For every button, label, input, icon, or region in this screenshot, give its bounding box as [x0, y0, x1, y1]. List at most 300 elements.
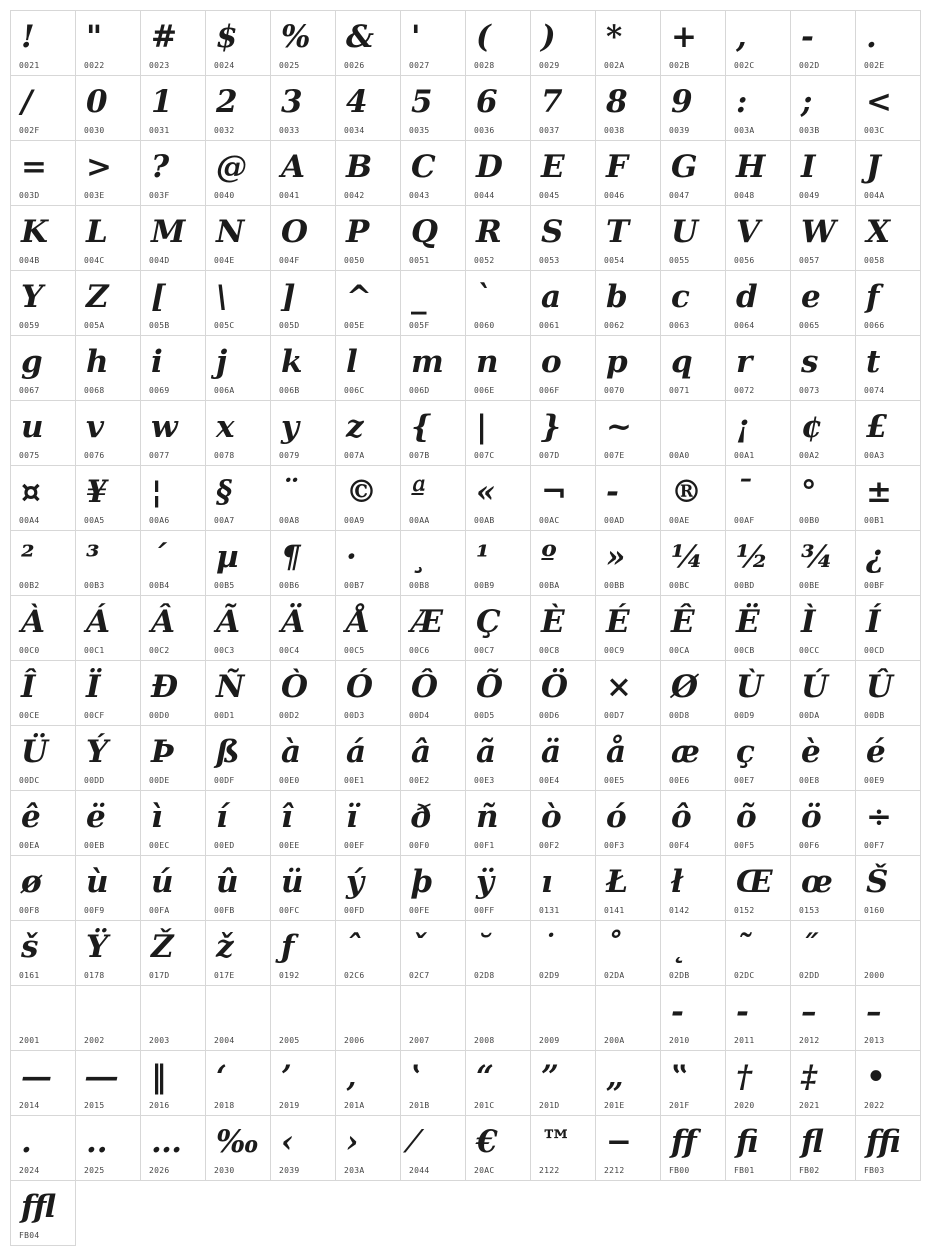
glyph-code: 00D1: [214, 711, 235, 720]
glyph-code: 00E5: [604, 776, 625, 785]
glyph-cell: [10, 855, 76, 921]
glyph-cell: [270, 530, 336, 596]
glyph-cell: [205, 725, 271, 791]
glyph-code: 00CC: [799, 646, 820, 655]
glyph-cell: [75, 1115, 141, 1181]
glyph-cell: [790, 10, 856, 76]
glyph-cell: [270, 270, 336, 336]
glyph-code: 006F: [539, 386, 560, 395]
glyph-code: 007E: [604, 451, 625, 460]
glyph-code: 0178: [84, 971, 105, 980]
glyph-char: ê: [21, 799, 41, 835]
glyph-cell: [530, 400, 596, 466]
glyph-code: 00DA: [799, 711, 820, 720]
glyph-code: 00AB: [474, 516, 495, 525]
glyph-cell: [855, 985, 921, 1051]
glyph-code: 00D4: [409, 711, 430, 720]
glyph-cell: [465, 140, 531, 206]
glyph-code: 2009: [539, 1036, 560, 1045]
glyph-code: 00F6: [799, 841, 820, 850]
glyph-code: 00C6: [409, 646, 430, 655]
glyph-code: 0063: [669, 321, 690, 330]
glyph-cell: [335, 920, 401, 986]
glyph-code: 0039: [669, 126, 690, 135]
glyph-char: „: [606, 1059, 624, 1095]
glyph-code: 00A0: [669, 451, 690, 460]
glyph-cell: [140, 985, 206, 1051]
glyph-char: &: [346, 19, 374, 55]
glyph-code: 002F: [19, 126, 40, 135]
glyph-char: =: [21, 149, 47, 185]
glyph-char: c: [671, 279, 690, 315]
glyph-char: ù: [86, 864, 109, 900]
glyph-cell: [400, 920, 466, 986]
glyph-cell: [205, 530, 271, 596]
glyph-cell: [855, 465, 921, 531]
glyph-cell: [790, 1115, 856, 1181]
glyph-char: ·: [346, 539, 357, 575]
glyph-code: FB03: [864, 1166, 885, 1175]
glyph-code: 00FD: [344, 906, 365, 915]
glyph-cell: [140, 400, 206, 466]
glyph-char: \: [216, 279, 228, 315]
glyph-code: 00AE: [669, 516, 690, 525]
glyph-code: 0153: [799, 906, 820, 915]
glyph-code: 00EB: [84, 841, 105, 850]
glyph-code: 00F8: [19, 906, 40, 915]
glyph-cell: [855, 530, 921, 596]
glyph-cell: [75, 335, 141, 401]
glyph-cell: [270, 1050, 336, 1116]
glyph-cell: [465, 725, 531, 791]
glyph-code: 02C7: [409, 971, 430, 980]
glyph-cell: [595, 985, 661, 1051]
glyph-cell: [465, 790, 531, 856]
glyph-char: ˆ: [346, 929, 362, 965]
glyph-char: ¿: [866, 539, 885, 575]
glyph-cell: [75, 205, 141, 271]
glyph-code: 005E: [344, 321, 365, 330]
glyph-code: 00BD: [734, 581, 755, 590]
glyph-char: E: [541, 149, 565, 185]
glyph-cell: [530, 140, 596, 206]
glyph-code: 00AA: [409, 516, 430, 525]
glyph-cell: [530, 530, 596, 596]
glyph-code: 2005: [279, 1036, 300, 1045]
glyph-cell: [465, 335, 531, 401]
glyph-code: 006B: [279, 386, 300, 395]
glyph-char: Å: [346, 604, 371, 640]
glyph-code: 00DC: [19, 776, 40, 785]
glyph-cell: [465, 855, 531, 921]
glyph-char: ~: [606, 409, 632, 445]
glyph-code: 00A9: [344, 516, 365, 525]
glyph-cell: [400, 530, 466, 596]
glyph-cell: [140, 75, 206, 141]
glyph-cell: [400, 205, 466, 271]
glyph-code: 2003: [149, 1036, 170, 1045]
glyph-code: 0030: [84, 126, 105, 135]
glyph-cell: [205, 985, 271, 1051]
glyph-cell: [75, 10, 141, 76]
glyph-cell: [595, 790, 661, 856]
glyph-char: ¨: [281, 474, 297, 510]
glyph-char: ‘: [216, 1059, 227, 1095]
glyph-code: 003D: [19, 191, 40, 200]
glyph-code: 006E: [474, 386, 495, 395]
glyph-code: 0031: [149, 126, 170, 135]
glyph-cell: [790, 400, 856, 466]
glyph-char: −: [606, 1124, 632, 1160]
glyph-char: ¹: [476, 539, 490, 575]
glyph-code: 00B8: [409, 581, 430, 590]
glyph-code: FB00: [669, 1166, 690, 1175]
glyph-cell: [205, 335, 271, 401]
glyph-cell: [595, 920, 661, 986]
glyph-char: -: [801, 19, 814, 55]
glyph-char: l: [346, 344, 358, 380]
glyph-char: ,: [736, 19, 747, 55]
glyph-code: 004E: [214, 256, 235, 265]
glyph-char: %: [281, 19, 311, 55]
glyph-cell: [10, 1180, 76, 1246]
glyph-char: ˜: [736, 929, 752, 965]
glyph-code: 00D2: [279, 711, 300, 720]
glyph-code: 2018: [214, 1101, 235, 1110]
glyph-code: 2002: [84, 1036, 105, 1045]
glyph-cell: [140, 855, 206, 921]
glyph-cell: [335, 140, 401, 206]
glyph-char: M: [151, 214, 186, 250]
glyph-cell: [10, 530, 76, 596]
glyph-code: 0067: [19, 386, 40, 395]
glyph-code: 00CF: [84, 711, 105, 720]
glyph-char: K: [21, 214, 48, 250]
glyph-cell: [75, 595, 141, 661]
glyph-code: 007D: [539, 451, 560, 460]
glyph-char: ?: [151, 149, 170, 185]
glyph-char: r: [736, 344, 753, 380]
glyph-cell: [270, 725, 336, 791]
glyph-cell: [465, 205, 531, 271]
glyph-code: 2015: [84, 1101, 105, 1110]
glyph-char: ö: [801, 799, 822, 835]
glyph-char: s: [801, 344, 819, 380]
glyph-code: FB01: [734, 1166, 755, 1175]
glyph-char: -: [671, 994, 684, 1030]
glyph-cell: [790, 595, 856, 661]
glyph-cell: [725, 855, 791, 921]
glyph-char: ı: [541, 864, 553, 900]
glyph-code: 00A1: [734, 451, 755, 460]
glyph-char: ð: [411, 799, 432, 835]
glyph-code: 017D: [149, 971, 170, 980]
glyph-cell: [270, 465, 336, 531]
glyph-cell: [660, 140, 726, 206]
glyph-code: 004B: [19, 256, 40, 265]
glyph-cell: [205, 1115, 271, 1181]
glyph-cell: [140, 465, 206, 531]
glyph-char: .: [866, 19, 877, 55]
glyph-char: ;: [801, 84, 813, 120]
glyph-cell: [335, 790, 401, 856]
glyph-char: ¢: [801, 409, 823, 445]
glyph-char: w: [151, 409, 178, 445]
glyph-code: 2044: [409, 1166, 430, 1175]
glyph-cell: [725, 400, 791, 466]
glyph-code: 00FF: [474, 906, 495, 915]
glyph-cell: [10, 1115, 76, 1181]
glyph-cell: [75, 75, 141, 141]
glyph-char: ‟: [671, 1059, 689, 1095]
glyph-char: ©: [346, 474, 377, 510]
glyph-cell: [140, 205, 206, 271]
glyph-code: 02DC: [734, 971, 755, 980]
glyph-code: 00A5: [84, 516, 105, 525]
glyph-code: 0072: [734, 386, 755, 395]
glyph-cell: [205, 1050, 271, 1116]
glyph-char: i: [151, 344, 163, 380]
glyph-char: …: [151, 1124, 182, 1160]
glyph-code: 00C4: [279, 646, 300, 655]
glyph-char: û: [216, 864, 239, 900]
glyph-char: Ï: [86, 669, 101, 705]
glyph-char: µ: [216, 539, 239, 575]
glyph-code: 00D9: [734, 711, 755, 720]
glyph-char: Ú: [801, 669, 829, 705]
glyph-char: #: [151, 19, 177, 55]
glyph-cell: [140, 660, 206, 726]
glyph-char: Ò: [281, 669, 309, 705]
glyph-char: 8: [606, 84, 628, 120]
glyph-code: 00A2: [799, 451, 820, 460]
glyph-char: •: [866, 1059, 886, 1095]
glyph-code: 0141: [604, 906, 625, 915]
glyph-char: I: [801, 149, 816, 185]
glyph-code: 0062: [604, 321, 625, 330]
glyph-char: ã: [476, 734, 497, 770]
glyph-char: ⁄: [411, 1124, 417, 1160]
glyph-char: 0: [86, 84, 108, 120]
glyph-code: 00A3: [864, 451, 885, 460]
glyph-code: 0038: [604, 126, 625, 135]
glyph-code: 2021: [799, 1101, 820, 1110]
glyph-char: à: [281, 734, 302, 770]
glyph-cell: [335, 725, 401, 791]
glyph-char: Æ: [411, 604, 444, 640]
glyph-cell: [465, 10, 531, 76]
glyph-cell: [270, 595, 336, 661]
glyph-cell: [400, 465, 466, 531]
glyph-char: Œ: [736, 864, 773, 900]
glyph-code: 007A: [344, 451, 365, 460]
glyph-code: 00B1: [864, 516, 885, 525]
glyph-cell: [400, 725, 466, 791]
glyph-cell: [465, 465, 531, 531]
glyph-code: 00ED: [214, 841, 235, 850]
glyph-cell: [335, 985, 401, 1051]
glyph-code: 00F3: [604, 841, 625, 850]
glyph-code: 0073: [799, 386, 820, 395]
glyph-char: Ë: [736, 604, 760, 640]
glyph-cell: [75, 725, 141, 791]
glyph-char: O: [281, 214, 309, 250]
glyph-cell: [335, 205, 401, 271]
glyph-code: 00AC: [539, 516, 560, 525]
glyph-cell: [530, 335, 596, 401]
glyph-code: 201D: [539, 1101, 560, 1110]
glyph-code: 0070: [604, 386, 625, 395]
glyph-cell: [140, 1115, 206, 1181]
glyph-code: 0079: [279, 451, 300, 460]
glyph-char: Ù: [736, 669, 764, 705]
glyph-char: «: [476, 474, 496, 510]
glyph-code: 2022: [864, 1101, 885, 1110]
glyph-char: î: [281, 799, 293, 835]
glyph-cell: [660, 660, 726, 726]
glyph-char: J: [866, 149, 881, 185]
glyph-char: Ö: [541, 669, 569, 705]
glyph-char: Ž: [151, 929, 174, 965]
glyph-char: 6: [476, 84, 498, 120]
glyph-cell: [725, 140, 791, 206]
glyph-cell: [790, 725, 856, 791]
glyph-code: 0160: [864, 906, 885, 915]
glyph-code: 00F7: [864, 841, 885, 850]
glyph-code: 0042: [344, 191, 365, 200]
glyph-code: 200A: [604, 1036, 625, 1045]
glyph-char: ¬: [541, 474, 567, 510]
glyph-char: °: [801, 474, 817, 510]
glyph-char: V: [736, 214, 761, 250]
glyph-code: 2024: [19, 1166, 40, 1175]
glyph-char: ﬂ: [801, 1124, 824, 1160]
glyph-code: 006A: [214, 386, 235, 395]
glyph-cell: [725, 920, 791, 986]
glyph-char: <: [866, 84, 892, 120]
glyph-code: 0055: [669, 256, 690, 265]
glyph-cell: [140, 140, 206, 206]
glyph-cell: [205, 140, 271, 206]
glyph-cell: [335, 10, 401, 76]
glyph-char: S: [541, 214, 564, 250]
glyph-cell: [75, 1050, 141, 1116]
glyph-code: 0044: [474, 191, 495, 200]
glyph-cell: [855, 855, 921, 921]
glyph-cell: [140, 10, 206, 76]
glyph-cell: [725, 75, 791, 141]
glyph-code: 0076: [84, 451, 105, 460]
glyph-char: t: [866, 344, 881, 380]
glyph-code: 2013: [864, 1036, 885, 1045]
glyph-code: 0056: [734, 256, 755, 265]
glyph-char: ÷: [866, 799, 892, 835]
glyph-cell: [530, 1115, 596, 1181]
glyph-code: 00C2: [149, 646, 170, 655]
glyph-char: ‰: [216, 1124, 259, 1160]
glyph-code: 00E0: [279, 776, 300, 785]
glyph-code: 00D5: [474, 711, 495, 720]
glyph-cell: [660, 335, 726, 401]
glyph-code: 0021: [19, 61, 40, 70]
glyph-code: 00E3: [474, 776, 495, 785]
glyph-cell: [660, 400, 726, 466]
glyph-char: Î: [21, 669, 36, 705]
glyph-cell: [725, 790, 791, 856]
glyph-char: !: [21, 19, 35, 55]
glyph-code: 00C1: [84, 646, 105, 655]
glyph-char: ¯: [736, 474, 752, 510]
glyph-cell: [465, 1115, 531, 1181]
glyph-code: 0046: [604, 191, 625, 200]
glyph-char: Ü: [21, 734, 49, 770]
glyph-cell: [465, 530, 531, 596]
glyph-char: Y: [21, 279, 44, 315]
glyph-code: 0049: [799, 191, 820, 200]
glyph-cell: [855, 595, 921, 661]
glyph-char: æ: [671, 734, 700, 770]
glyph-code: 0034: [344, 126, 365, 135]
glyph-code: 02D9: [539, 971, 560, 980]
glyph-code: 00B3: [84, 581, 105, 590]
glyph-char: ¸: [411, 539, 427, 575]
glyph-char: ¼: [671, 539, 704, 575]
glyph-char: 2: [216, 84, 238, 120]
glyph-char: ‛: [411, 1059, 422, 1095]
glyph-code: 00BB: [604, 581, 625, 590]
glyph-cell: [725, 1115, 791, 1181]
glyph-char: D: [476, 149, 503, 185]
glyph-cell: [465, 595, 531, 661]
glyph-cell: [660, 985, 726, 1051]
glyph-code: 00EE: [279, 841, 300, 850]
glyph-cell: [140, 335, 206, 401]
glyph-code: 004F: [279, 256, 300, 265]
glyph-code: 00DF: [214, 776, 235, 785]
glyph-char: Q: [411, 214, 439, 250]
glyph-cell: [660, 1050, 726, 1116]
glyph-char: £: [866, 409, 888, 445]
glyph-cell: [530, 985, 596, 1051]
glyph-cell: [205, 270, 271, 336]
glyph-cell: [725, 465, 791, 531]
glyph-cell: [205, 75, 271, 141]
glyph-code: 0050: [344, 256, 365, 265]
glyph-cell: [465, 270, 531, 336]
glyph-cell: [595, 335, 661, 401]
glyph-cell: [10, 75, 76, 141]
glyph-code: 017E: [214, 971, 235, 980]
glyph-cell: [205, 855, 271, 921]
glyph-cell: [10, 465, 76, 531]
glyph-char: ‹: [281, 1124, 294, 1160]
glyph-cell: [595, 400, 661, 466]
glyph-cell: [205, 205, 271, 271]
glyph-char: ): [541, 19, 556, 55]
glyph-cell: [400, 335, 466, 401]
glyph-char: m: [411, 344, 444, 380]
glyph-cell: [725, 10, 791, 76]
glyph-char: Ô: [411, 669, 439, 705]
glyph-code: 0077: [149, 451, 170, 460]
glyph-char: B: [346, 149, 373, 185]
glyph-code: 00EF: [344, 841, 365, 850]
glyph-char: e: [801, 279, 821, 315]
glyph-cell: [10, 595, 76, 661]
glyph-char: W: [801, 214, 836, 250]
glyph-char: 5: [411, 84, 433, 120]
glyph-cell: [10, 400, 76, 466]
